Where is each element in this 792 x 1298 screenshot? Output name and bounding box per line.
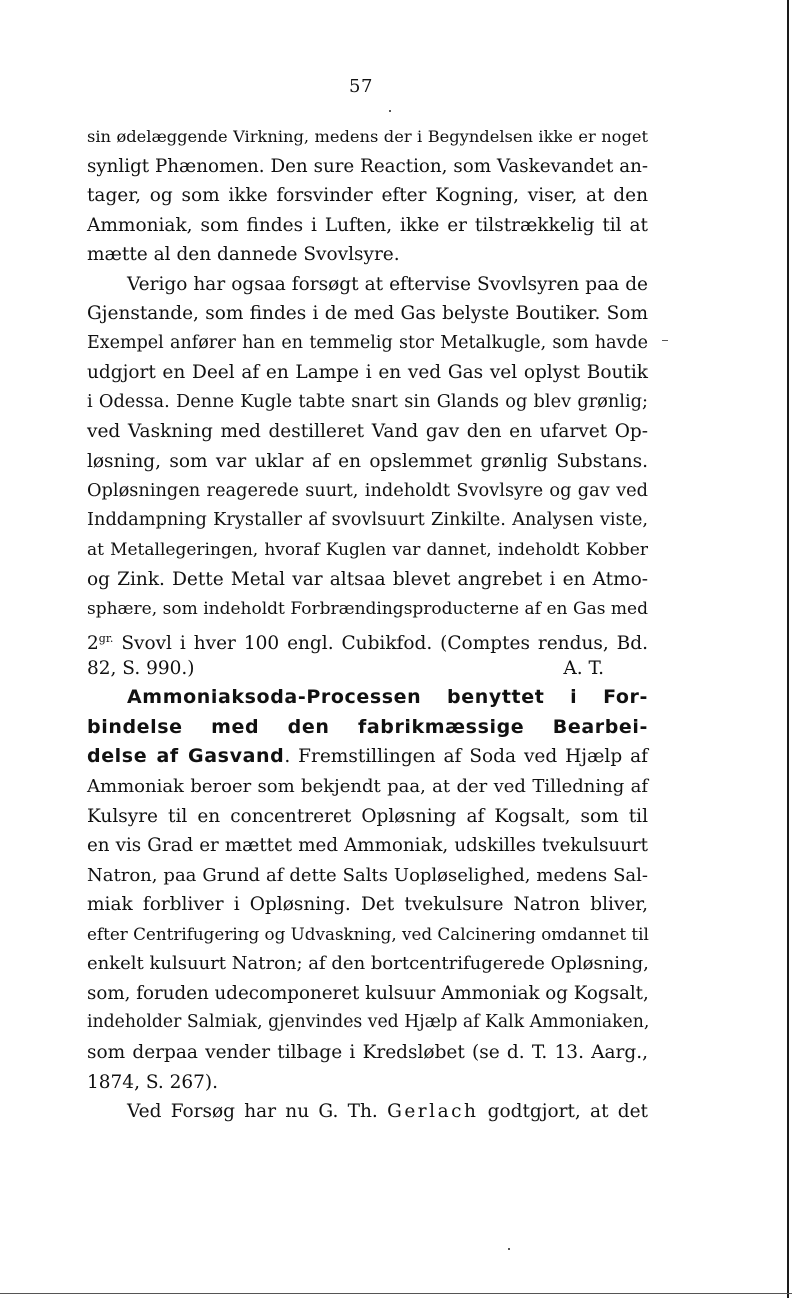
text-run: godtgjort, at det (487, 1101, 648, 1123)
text-run: . Fremstillingen af Soda ved Hjælp af (284, 746, 649, 768)
section-heading-line: bindelse med den fabrikmæssige Bearbei- (87, 715, 648, 738)
text-line: tager, og som ikke forsvinder efter Kogning, viser, at den (87, 185, 648, 207)
text-line: Ammoniak, som findes i Luften, ikke er tilstrækkelig til at (87, 214, 648, 236)
text-line: Ammoniak beroer som bekjendt paa, at der ved Tilledning af (87, 776, 648, 798)
citation-reference: 82, S. 990.) (87, 657, 195, 679)
text-line: efter Centrifugering og Udvaskning, ved Calcinering omdannet til (87, 923, 649, 944)
text-line: Inddampning Krystaller af svovlsuurt Zinkilte. Analysen viste, (87, 510, 648, 531)
body-text (87, 122, 648, 1127)
scan-speck (662, 340, 668, 341)
text-line: 1874, S. 267). (87, 1071, 219, 1093)
text-line: udgjort en Deel af en Lampe i en ved Gas vel oplyst Boutik (87, 362, 648, 384)
text-line: en vis Grad er mættet med Ammoniak, udskilles tvekulsuurt (87, 835, 648, 857)
citation-line (87, 654, 648, 684)
text-line: Gjenstande, som findes i de med Gas belyste Boutiker. Som (87, 303, 648, 325)
text-line: som derpaa vender tilbage i Kredsløbet (se d. T. 13. Aarg., (87, 1041, 648, 1063)
text-line: sin ødelæggende Virkning, medens der i Begyndelsen ikke er noget (87, 127, 648, 146)
text-run: Ved Forsøg har nu G. Th. (127, 1101, 378, 1123)
page-number: 57 (349, 76, 373, 97)
text-line: Opløsningen reagerede suurt, indeholdt Svovlsyre og gav ved (87, 480, 648, 501)
author-initials: A. T. (563, 657, 604, 679)
text-line: indeholder Salmiak, gjenvindes ved Hjælp af Kalk Ammoniaken, (87, 1012, 650, 1033)
gram-number: 2 (87, 633, 99, 655)
scan-speck (508, 1248, 510, 1250)
section-heading-line: delse af Gasvand (87, 745, 285, 768)
author-name: Gerlach (387, 1101, 479, 1123)
text-line: Verigo har ogsaa forsøgt at eftervise Svovlsyren paa de (127, 273, 648, 295)
text-line: sphære, som indeholdt Forbrændingsproducterne af en Gas med (87, 598, 648, 619)
text-line: miak forbliver i Opløsning. Det tvekulsure Natron bliver, (87, 894, 648, 916)
text-line: synligt Phænomen. Den sure Reaction, som Vaskevandet an- (87, 155, 648, 177)
section-heading-line: Ammoniaksoda-Processen benyttet i For- (127, 686, 648, 709)
text-line: løsning, som var uklar af en opslemmet grønlig Substans. (87, 451, 648, 473)
gram-unit-superscript: gr. (98, 632, 114, 646)
text-line-gram (87, 624, 648, 654)
text-line: enkelt kulsuurt Natron; af den bortcentrifugerede Opløsning, (87, 953, 649, 975)
text-line: Exempel anfører han en temmelig stor Metalkugle, som havde (87, 332, 648, 353)
text-line: mætte al den dannede Svovlsyre. (87, 244, 400, 266)
text-line: at Metallegeringen, hvoraf Kuglen var dannet, indeholdt Kobber (87, 539, 648, 560)
page-right-border (787, 0, 789, 1298)
gram-line-rest: Svovl i hver 100 engl. Cubikfod. (Comptes rendus, Bd. (121, 633, 648, 655)
text-line: som, foruden udecomponeret kulsuur Ammoniak og Kogsalt, (87, 982, 649, 1004)
text-line: Natron, paa Grund af dette Salts Uopløselighed, medens Sal- (87, 864, 648, 886)
text-line: og Zink. Dette Metal var altsaa blevet angrebet i en Atmo- (87, 569, 648, 591)
text-line-heading-end (87, 742, 648, 772)
text-line: Kulsyre til en concentreret Opløsning af Kogsalt, som til (87, 805, 648, 827)
text-line-author (87, 1097, 648, 1127)
text-line: i Odessa. Denne Kugle tabte snart sin Glands og blev grønlig; (87, 391, 648, 412)
text-line: ved Vaskning med destilleret Vand gav den en ufarvet Op- (87, 421, 648, 443)
page-bottom-border (0, 1293, 792, 1294)
scan-speck (389, 110, 391, 112)
